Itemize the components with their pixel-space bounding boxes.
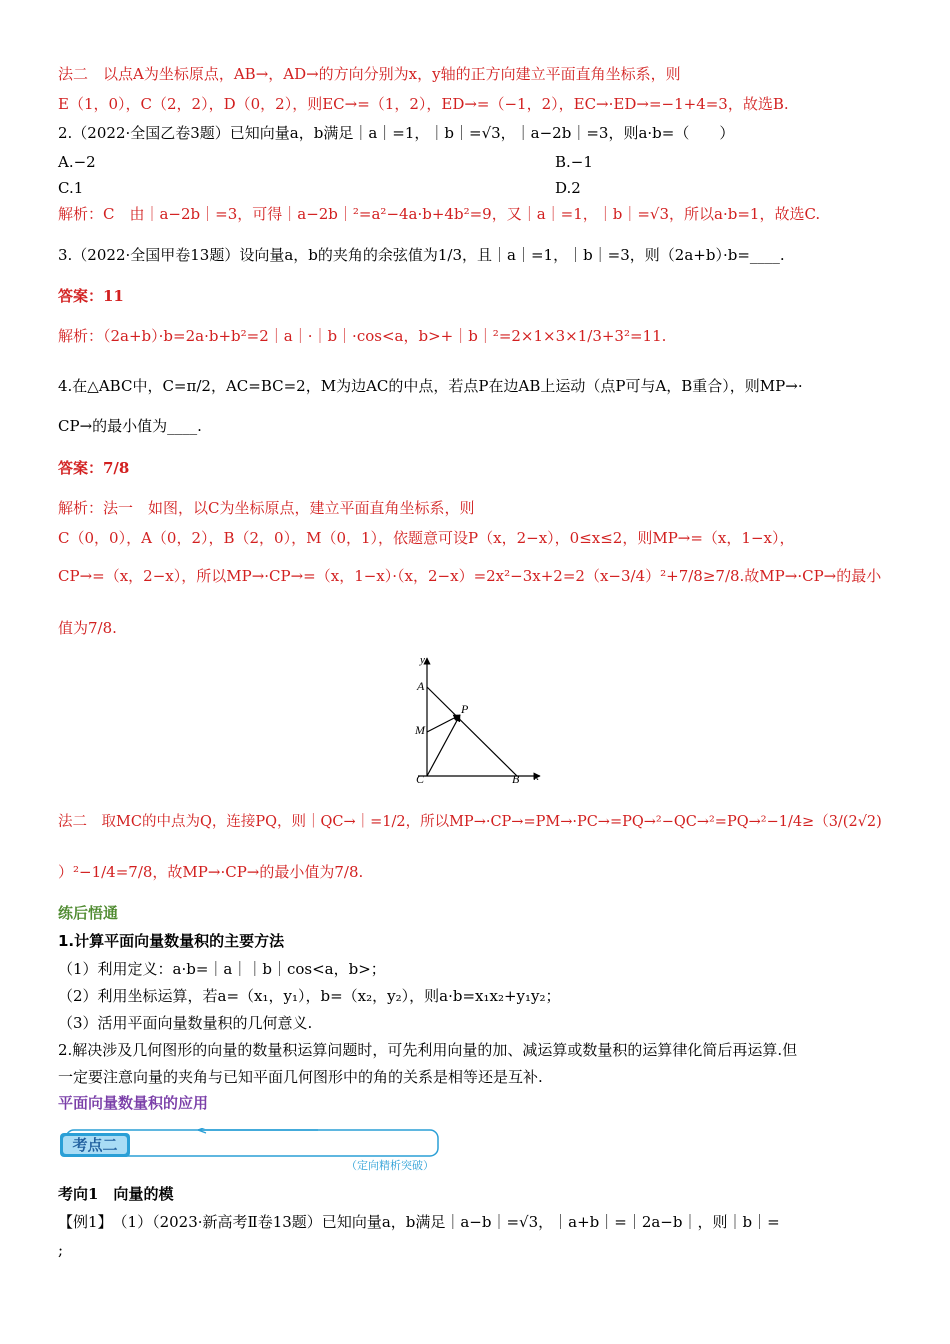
answer-q3: 答案：11	[58, 287, 124, 305]
option-b: B.−1	[555, 153, 593, 171]
method-two-q4-line-1: 法二 取MC的中点为Q，连接PQ，则｜QC→｜=1/2，所以MP→·CP→=PM→·PC→=PQ→²−QC→²=PQ→²−1/4≥（3/(2√2)	[58, 814, 882, 830]
analysis-q2: 解析：C 由｜a−2b｜=3，可得｜a−2b｜²=a²−4a·b+4b²=9，又｜a｜=1，｜b｜=√3，所以a·b=1，故选C.	[58, 205, 821, 223]
badge-title: 考点二	[72, 1136, 118, 1154]
analysis-q4-line-3: CP→=（x，2−x），所以MP→·CP→=（x，1−x）·（x，2−x）=2x²−3x+2=2（x−3/4）²+7/8≥7/8.故MP→·CP→的最小	[58, 567, 882, 585]
analysis-q4-line-2: C（0，0），A（0，2），B（2，0），M（0，1），依题意可设P（x，2−x），0≤x≤2，则MP→=（x，1−x），	[58, 529, 795, 547]
option-c: C.1	[58, 179, 84, 197]
point-a-label: A	[417, 679, 425, 693]
method-item-1: （1）利用定义：a·b=｜a｜｜b｜cos<a，b>；	[58, 960, 386, 978]
question-4-line-2: CP→的最小值为____.	[58, 417, 202, 435]
method-two-line-1: 法二 以点A为坐标原点，AB→，AD→的方向分别为x，y轴的正方向建立平面直角坐标系，则	[58, 65, 681, 83]
point-p-label: P	[461, 702, 469, 716]
badge-subtitle: （定向精析突破）	[346, 1159, 434, 1172]
kaodian-badge	[58, 1128, 442, 1178]
direction-heading: 考向1 向量的模	[58, 1185, 174, 1203]
analysis-q4-line-4: 值为7/8.	[58, 619, 117, 637]
option-d: D.2	[555, 179, 581, 197]
option-a: A.−2	[58, 153, 96, 171]
question-3: 3.（2022·全国甲卷13题）设向量a，b的夹角的余弦值为1/3，且｜a｜=1，｜b｜=3，则（2a+b）·b=____.	[58, 246, 785, 264]
point-m-label: M	[415, 723, 425, 737]
method-two-line-2: E（1，0），C（2，2），D（0，2），则EC→=（1，2），ED→=（−1，2），EC→·ED→=−1+4=3，故选B.	[58, 95, 789, 113]
question-4-line-1: 4.在△ABC中，C=π/2，AC=BC=2，M为边AC的中点，若点P在边AB上运动（点P可与A，B重合），则MP→·	[58, 377, 803, 395]
point-c-label: C	[416, 772, 425, 786]
question-2: 2.（2022·全国乙卷3题）已知向量a，b满足｜a｜=1，｜b｜=√3，｜a−2b｜=3，则a·b=（ ）	[58, 124, 735, 142]
section-heading: 平面向量数量积的应用	[58, 1094, 209, 1112]
coordinate-diagram	[400, 652, 550, 790]
example-1-line: 【例1】 （1）（2023·新高考Ⅱ卷13题）已知向量a，b满足｜a−b｜=√3，｜a+b｜=｜2a−b｜，则｜b｜=	[58, 1213, 780, 1231]
y-label: y	[420, 654, 425, 666]
practice-heading: 练后悟通	[58, 904, 119, 922]
analysis-q3: 解析：（2a+b）·b=2a·b+b²=2｜a｜·｜b｜·cos<a，b>+｜b｜²=2×1×3×1/3+3²=11.	[58, 327, 667, 345]
analysis-q4-line-1: 解析：法一 如图，以C为坐标原点，建立平面直角坐标系，则	[58, 499, 475, 517]
method-item-3: （3）活用平面向量数量积的几何意义.	[58, 1014, 313, 1032]
summary-2-line-2: 一定要注意向量的夹角与已知平面几何图形中的角的关系是相等还是互补.	[58, 1068, 543, 1086]
method-summary-heading: 1.计算平面向量数量积的主要方法	[58, 932, 285, 950]
summary-2-line-1: 2.解决涉及几何图形的向量的数量积运算问题时，可先利用向量的加、减运算或数量积的运算律化简后再运算.但	[58, 1041, 798, 1059]
method-two-q4-line-2: ）²−1/4=7/8，故MP→·CP→的最小值为7/8.	[58, 863, 364, 881]
point-b-label: B	[512, 772, 520, 786]
example-1-tail: ;	[58, 1241, 64, 1259]
method-item-2: （2）利用坐标运算，若a=（x₁，y₁），b=（x₂，y₂），则a·b=x₁x₂+y₁y₂；	[58, 987, 561, 1005]
answer-q4: 答案：7/8	[58, 459, 130, 477]
x-label: x	[534, 771, 539, 783]
segment-ab	[427, 687, 517, 776]
